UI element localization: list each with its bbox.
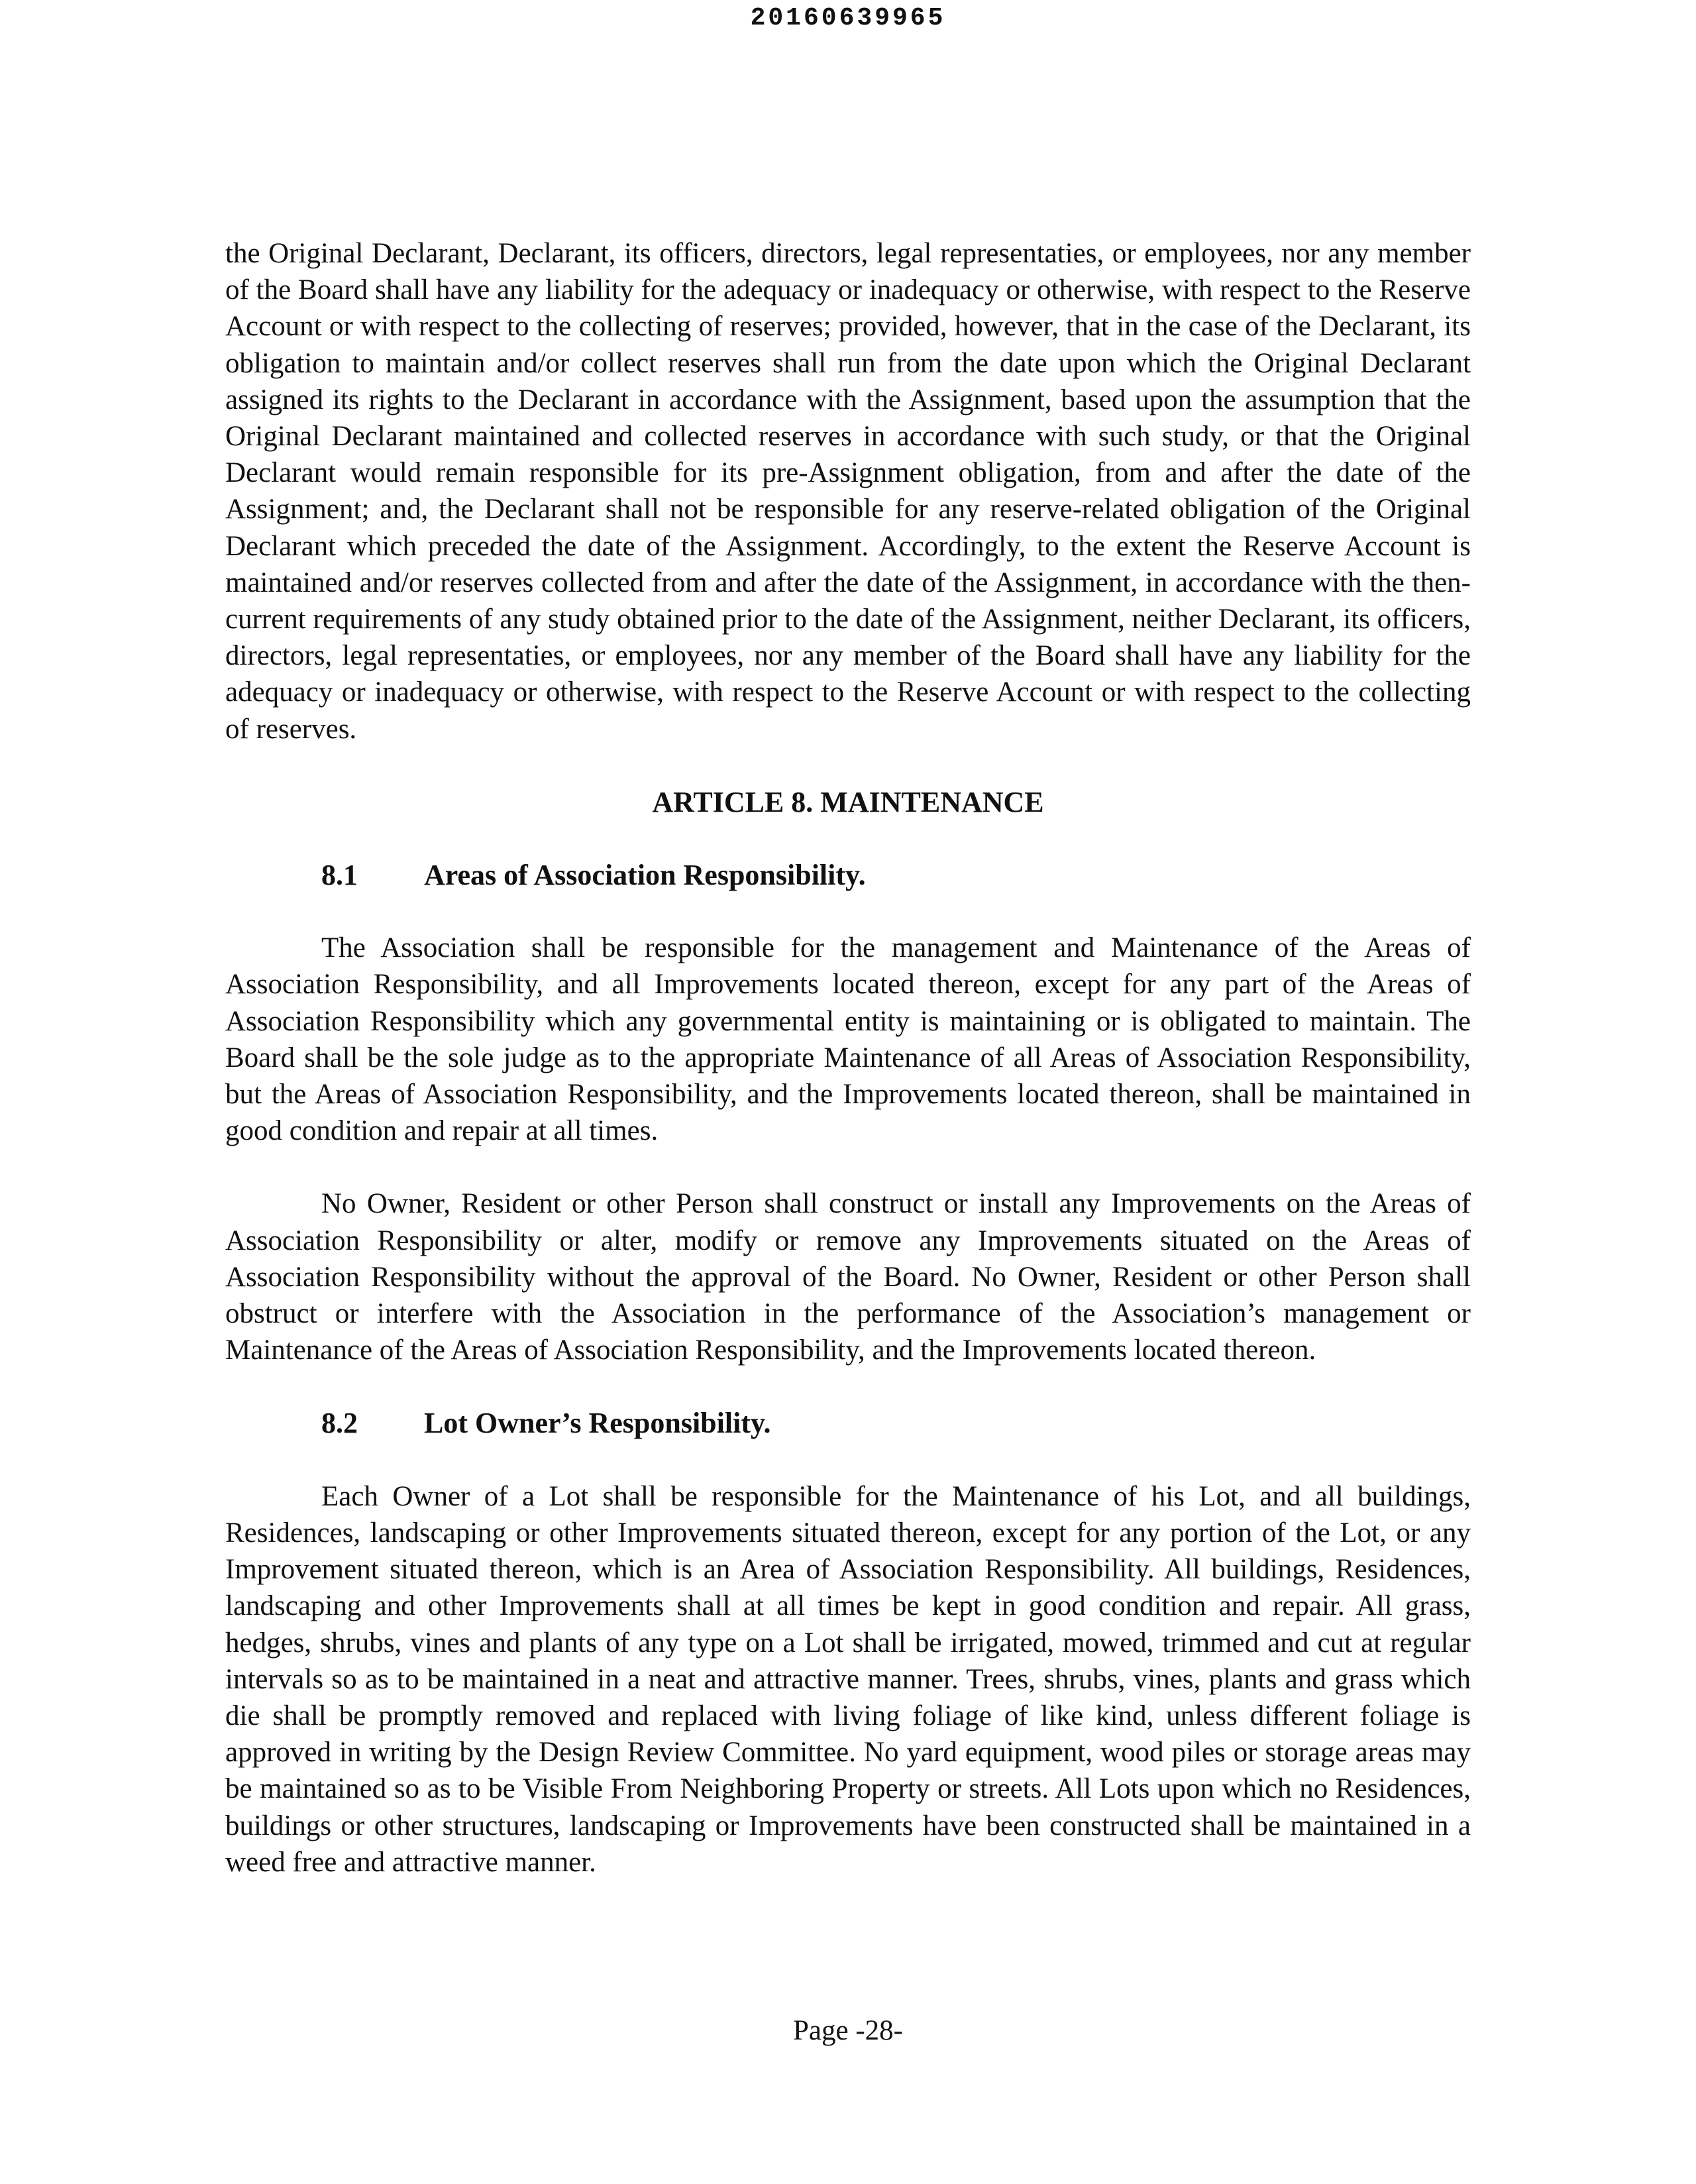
section-number: 8.1	[321, 859, 358, 892]
paragraph-8-2-a: Each Owner of a Lot shall be responsible for the Maintenance of his Lot, and all buildings, Residences, landscaping or other Improvements situated thereon, except for any portion of the Lot, or any Improvement situated thereon, which is an Area of Association Responsibility. All buildings, Residences, landscaping and other Improvements shall at all times be kept in good condition and repair. All grass, hedges, shrubs, vines and plants of any type on a Lot shall be irrigated, mowed, trimmed and cut at regular intervals so as to be maintained in a neat and attractive manner. Trees, shrubs, vines, plants and grass which die shall be promptly removed and replaced with living foliage of like kind, unless different foliage is approved in writing by the Design Review Committee. No yard equipment, wood piles or storage areas may be maintained so as to be Visible From Neighboring Property or streets. All Lots upon which no Residences, buildings or other structures, landscaping or Improvements have been constructed shall be maintained in a weed free and attractive manner.	[225, 1480, 1471, 1878]
page-number: Page -28-	[793, 2015, 903, 2046]
section-heading-8-1	[225, 857, 1471, 893]
document-body	[225, 235, 1471, 1881]
section-title: Lot Owner’s Responsibility.	[424, 1407, 771, 1440]
section-title: Areas of Association Responsibility.	[424, 859, 866, 892]
paragraph-8-1-b: No Owner, Resident or other Person shall construct or install any Improvements on the Areas of Association Responsibility or alter, modify or remove any Improvements situated on the Areas of Association Responsibility without the approval of the Board. No Owner, Resident or other Person shall obstruct or interfere with the Association in the performance of the Association’s management or Maintenance of the Areas of Association Responsibility, and the Improvements located thereon.	[225, 1188, 1471, 1366]
article-heading: ARTICLE 8. MAINTENANCE	[652, 785, 1044, 818]
section-number: 8.2	[321, 1407, 358, 1440]
continuation-paragraph: the Original Declarant, Declarant, its officers, directors, legal representaties, or employees, nor any member of the Board shall have any liability for the adequacy or inadequacy or otherwise, with respect to the Reserve Account or with respect to the collecting of reserves; provided, however, that in the case of the Declarant, its obligation to maintain and/or collect reserves shall run from the date upon which the Original Declarant assigned its rights to the Declarant in accordance with the Assignment, based upon the assumption that the Original Declarant maintained and collected reserves in accordance with such study, or that the Original Declarant would remain responsible for its pre-Assignment obligation, from and after the date of the Assignment; and, the Declarant shall not be responsible for any reserve-related obligation of the Original Declarant which preceded the date of the Assignment. Accordingly, to the extent the Reserve Account is maintained and/or reserves collected from and after the date of the Assignment, in accordance with the then-current requirements of any study obtained prior to the date of the Assignment, neither Declarant, its officers, directors, legal representaties, or employees, nor any member of the Board shall have any liability for the adequacy or inadequacy or otherwise, with respect to the Reserve Account or with respect to the collecting of reserves.	[225, 238, 1471, 745]
paragraph-8-1-a: The Association shall be responsible for the management and Maintenance of the Areas of Association Responsibility, and all Improvements located thereon, except for any part of the Areas of Association Responsibility which any governmental entity is maintaining or is obligated to maintain. The Board shall be the sole judge as to the appropriate Maintenance of all Areas of Association Responsibility, but the Areas of Association Responsibility, and the Improvements located thereon, shall be maintained in good condition and repair at all times.	[225, 932, 1471, 1147]
document-number: 20160639965	[750, 4, 946, 32]
section-heading-8-2	[225, 1405, 1471, 1441]
